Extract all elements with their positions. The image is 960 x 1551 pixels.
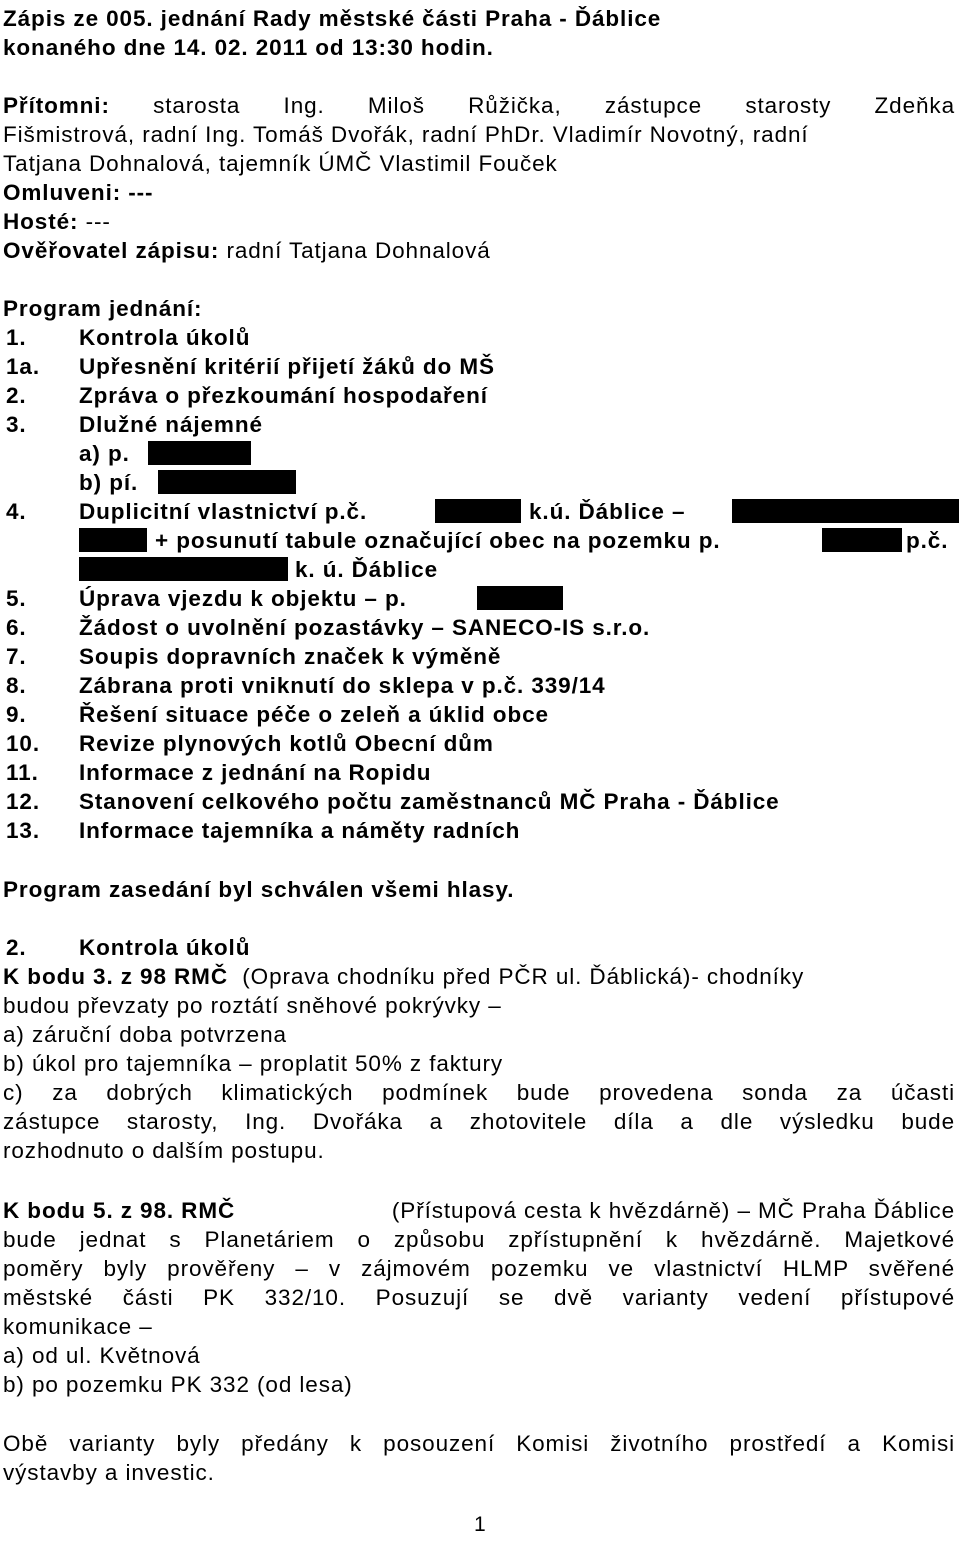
present-word: Miloš — [367, 93, 425, 118]
k3-line-7: rozhodnuto o dalším postupu. — [3, 1138, 325, 1163]
final-line-2: výstavby a investic. — [3, 1460, 215, 1485]
k5-line-1: K bodu 5. z 98. RMČ (Přístupová cesta k hvězdárně) – MČ Praha Ďáblice — [3, 1198, 955, 1223]
verifier-value: radní Tatjana Dohnalová — [226, 238, 491, 263]
redaction-box — [477, 586, 563, 610]
present-word: Růžička, — [468, 93, 562, 118]
k5-line-7: b) po pozemku PK 332 (od lesa) — [3, 1372, 353, 1397]
present-line-1 — [3, 91, 955, 120]
redaction-box — [732, 499, 959, 523]
redaction-box — [79, 528, 147, 552]
guests-value: --- — [85, 209, 111, 234]
redaction-box — [435, 499, 521, 523]
redaction-box — [158, 470, 296, 494]
k3-line-3: a) záruční doba potvrzena — [3, 1022, 287, 1047]
k3-line-1: K bodu 3. z 98 RMČ (Oprava chodníku před PČR ul. Ďáblická)- chodníky — [3, 964, 805, 989]
excused-line: Omluveni: --- — [3, 180, 154, 205]
k5-line-2: bude jednat s Planetáriem o způsobu zpřístupnění k hvězdárně. Majetkové — [3, 1227, 955, 1252]
k5-line-3: poměry byly prověřeny – v zájmovém pozemku ve vlastnictví HLMP svěřené — [3, 1256, 955, 1281]
k3-line-5: c) za dobrých klimatických podmínek bude provedena sonda za účasti — [3, 1080, 955, 1105]
k3-line-2: budou převzaty po roztátí sněhové pokrývky – — [3, 993, 502, 1018]
present-word: Ing. — [283, 93, 325, 118]
k3-label: K bodu 3. z 98 RMČ — [3, 964, 228, 989]
present-label: Přítomni: — [3, 93, 110, 118]
present-word: starosta — [153, 93, 241, 118]
verifier-label: Ověřovatel zápisu: — [3, 238, 220, 263]
title-line-1: Zápis ze 005. jednání Rady městské části Praha - Ďáblice — [3, 6, 662, 31]
verifier-line — [3, 236, 491, 265]
redaction-box — [148, 441, 251, 465]
redaction-box — [79, 557, 288, 581]
present-word: starosty — [745, 93, 832, 118]
final-line-1: Obě varianty byly předány k posouzení Komisi životního prostředí a Komisi — [3, 1431, 955, 1456]
k5-label: K bodu 5. z 98. RMČ — [3, 1198, 236, 1223]
program-heading: Program jednání: — [3, 296, 203, 321]
present-line-2: Fišmistrová, radní Ing. Tomáš Dvořák, radní PhDr. Vladimír Novotný, radní — [3, 122, 809, 147]
present-word: zástupce — [604, 93, 703, 118]
guests-label: Hosté: — [3, 209, 79, 234]
k5-line-4: městské části PK 332/10. Posuzují se dvě varianty vedení přístupové — [3, 1285, 955, 1310]
page-number: 1 — [474, 1513, 486, 1536]
document-page: Zápis ze 005. jednání Rady městské části Praha - Ďáblice konaného dne 14. 02. 2011 od 13:30 hodin. Přítomni: starosta Ing. Miloš Růžička, zástupce starosty Zdeňka Fišmistrová, radní Ing. Tomáš Dvořák, radní PhDr. Vladimír Novotný, radní Tatjana Dohnalová, tajemník ÚMČ Vlastimil Fouček Omluveni: --- Hosté: --- Ověřovatel zápisu: radní Tatjana Dohnalová Program jednání: 1. Kontrola úkolů 1a. Upřesnění kritérií přijetí žáků do MŠ 2. Zpráva o přezkoumání hospodaření 3. Dlužné nájemné a) p. b) pí. 4. Duplicitní vlastnictví p.č. k.ú. Ďáblice – + posunutí tabule označující obec na pozemku p. p.č. k. ú. Ďáblice 5. Úprava vjezdu k objektu – p. 6. Žádost o uvolnění pozastávky – SANECO-IS s.r.o. 7. Soupis dopravních značek k výměně 8. Zábrana proti vniknutí do sklepa v p.č. 339/14 9. Řešení situace péče o zeleň a úklid obce 10. Revize plynových kotlů Obecní dům 11. Informace z jednání na Ropidu 12. Stanovení celkového počtu zaměstnanců MČ Praha - Ďáblice 13. Informace tajemníka a náměty radních Program zasedání byl schválen všemi hlasy. 2. Kontrola úkolů K bodu 3. z 98 RMČ (Oprava chodníku před PČR ul. Ďáblická)- chodníky budou převzaty po roztátí sněhové pokrývky – a) záruční doba potvrzena b) úkol pro tajemníka – proplatit 50% z faktury c) za dobrých klimatických podmínek bude provedena sonda za účasti zástupce starosty, Ing. Dvořáka a zhotovitele díla a dle výsledku bude rozhodnuto o dalším postupu. K bodu 5. z 98. RMČ (Přístupová cesta k hvězdárně) – MČ Praha Ďáblice bude jednat s Planetáriem o způsobu zpřístupnění k hvězdárně. Majetkové poměry byly prověřeny – v zájmovém pozemku ve vlastnictví HLMP svěřené městské části PK 332/10. Posuzují se dvě varianty vedení přístupové komunikace – a) od ul. Květnová b) po pozemku PK 332 (od lesa) Obě varianty byly předány k posouzení Komisi životního prostředí a Komisi výstavby a investic. 1 — [0, 0, 960, 1551]
redaction-box — [822, 528, 902, 552]
present-line-3: Tatjana Dohnalová, tajemník ÚMČ Vlastimil Fouček — [3, 151, 558, 176]
program-approved: Program zasedání byl schválen všemi hlasy. — [3, 877, 515, 902]
title-line-2: konaného dne 14. 02. 2011 od 13:30 hodin. — [3, 35, 494, 60]
guests-line — [3, 207, 111, 236]
k3-line-6: zástupce starosty, Ing. Dvořáka a zhotovitele díla a dle výsledku bude — [3, 1109, 955, 1134]
k3-line-4: b) úkol pro tajemníka – proplatit 50% z faktury — [3, 1051, 504, 1076]
k5-line-5: komunikace – — [3, 1314, 153, 1339]
k5-line-6: a) od ul. Květnová — [3, 1343, 201, 1368]
present-word: Zdeňka — [874, 93, 955, 118]
